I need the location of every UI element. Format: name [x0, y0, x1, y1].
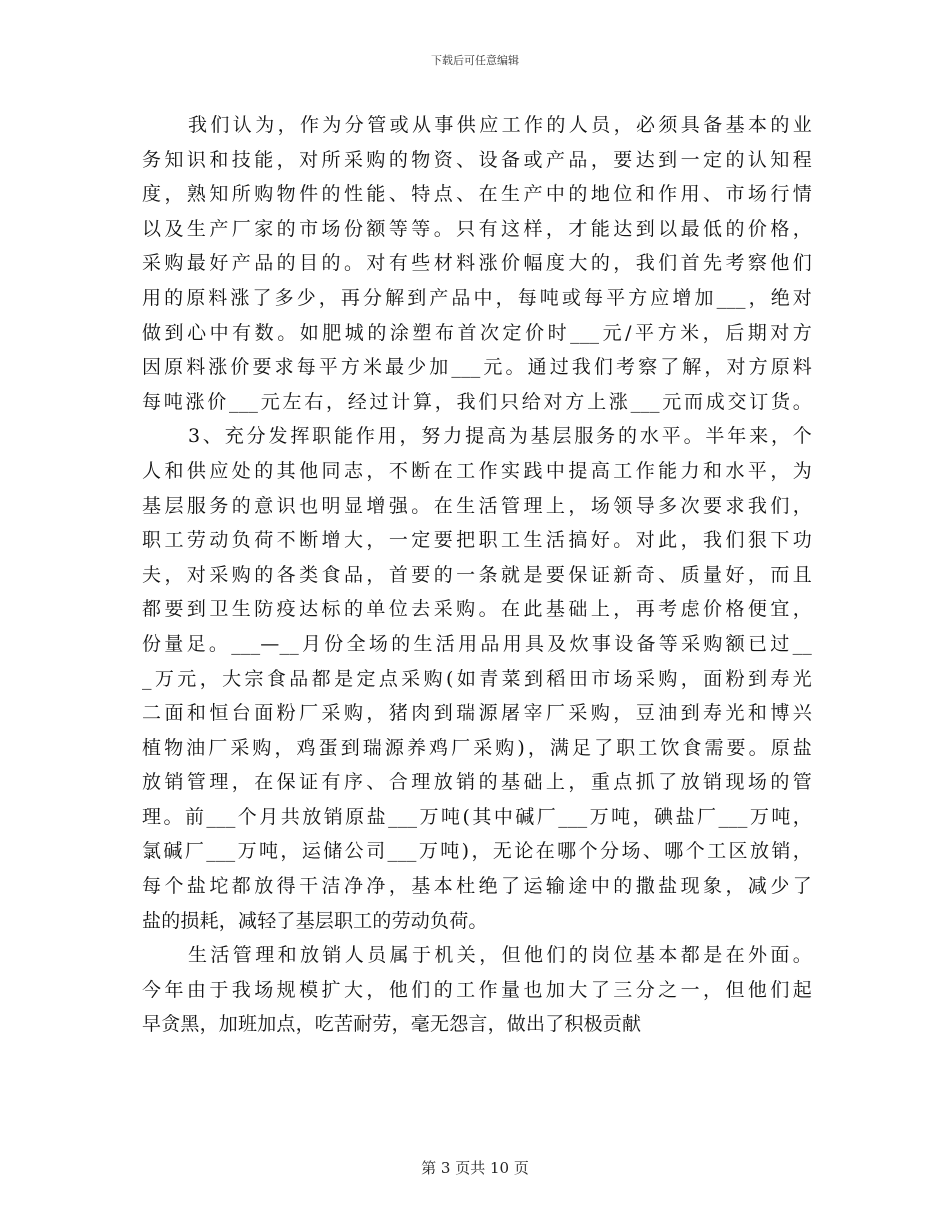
text-line: 我们认为，作为分管或从事供应工作的人员，必须具备基本的业 [188, 114, 812, 136]
text-line: 基层服务的意识也明显增强。在生活管理上，场领导多次要求我们， [142, 494, 812, 517]
text-line: 做到心中有数。如肥城的涂塑布首次定价时___元/平方米，后期对方 [142, 321, 812, 344]
page-number-footer: 第 3 页共 10 页 [421, 1159, 529, 1177]
text-line: 氯碱厂___万吨，运储公司___万吨)，无论在哪个分场、哪个工区放销， [142, 840, 812, 863]
text-line: 放销管理，在保证有序、合理放销的基础上，重点抓了放销现场的管 [142, 771, 812, 794]
text-line: 植物油厂采购，鸡蛋到瑞源养鸡厂采购)，满足了职工饮食需要。原盐 [142, 736, 812, 759]
text-line: 务知识和技能，对所采购的物资、设备或产品，要达到一定的认知程 [142, 148, 812, 171]
text-line: 用的原料涨了多少，再分解到产品中，每吨或每平方应增加___，绝对 [142, 286, 812, 309]
text-line: 今年由于我场规模扩大，他们的工作量也加大了三分之一，但他们起 [142, 978, 812, 1001]
text-line: 采购最好产品的目的。对有些材料涨价幅度大的，我们首先考察他们 [142, 252, 812, 275]
text-line: 都要到卫生防疫达标的单位去采购。在此基础上，再考虑价格便宜， [142, 598, 812, 621]
text-line: 生活管理和放销人员属于机关，但他们的岗位基本都是在外面。 [188, 944, 812, 967]
text-line: 每个盐坨都放得干洁净净，基本杜绝了运输途中的撒盐现象，减少了 [142, 875, 812, 898]
text-line: 每吨涨价___元左右，经过计算，我们只给对方上涨___元而成交订货。 [142, 390, 812, 413]
text-line: 人和供应处的其他同志，不断在工作实践中提高工作能力和水平，为 [142, 459, 812, 482]
text-line: 度，熟知所购物件的性能、特点、在生产中的地位和作用、市场行情 [142, 183, 812, 206]
text-line: 理。前___个月共放销原盐___万吨(其中碱厂___万吨，碘盐厂___万吨， [142, 805, 812, 828]
text-line: 份量足。___—__月份全场的生活用品用具及炊事设备等采购额已过__ [142, 632, 812, 655]
text-line: 3、充分发挥职能作用，努力提高为基层服务的水平。半年来，个 [188, 425, 812, 448]
text-line: _万元，大宗食品都是定点采购(如青菜到稻田市场采购，面粉到寿光 [142, 667, 812, 690]
text-line: 夫，对采购的各类食品，首要的一条就是要保证新奇、质量好，而且 [142, 563, 812, 586]
text-line: 盐的损耗，减轻了基层职工的劳动负荷。 [142, 909, 488, 932]
text-line: 早贪黑，加班加点，吃苦耐劳，毫无怨言，做出了积极贡献 [142, 1013, 642, 1036]
document-body [142, 108, 812, 1042]
page-header-note: 下载后可任意编辑 [431, 54, 519, 67]
text-line: 以及生产厂家的市场份额等等。只有这样，才能达到以最低的价格， [142, 217, 812, 240]
text-line: 职工劳动负荷不断增大，一定要把职工生活搞好。对此，我们狠下功 [142, 529, 812, 552]
text-line: 二面和恒台面粉厂采购，猪肉到瑞源屠宰厂采购，豆油到寿光和博兴 [142, 702, 812, 725]
text-line: 因原料涨价要求每平方米最少加___元。通过我们考察了解，对方原料 [142, 356, 812, 379]
